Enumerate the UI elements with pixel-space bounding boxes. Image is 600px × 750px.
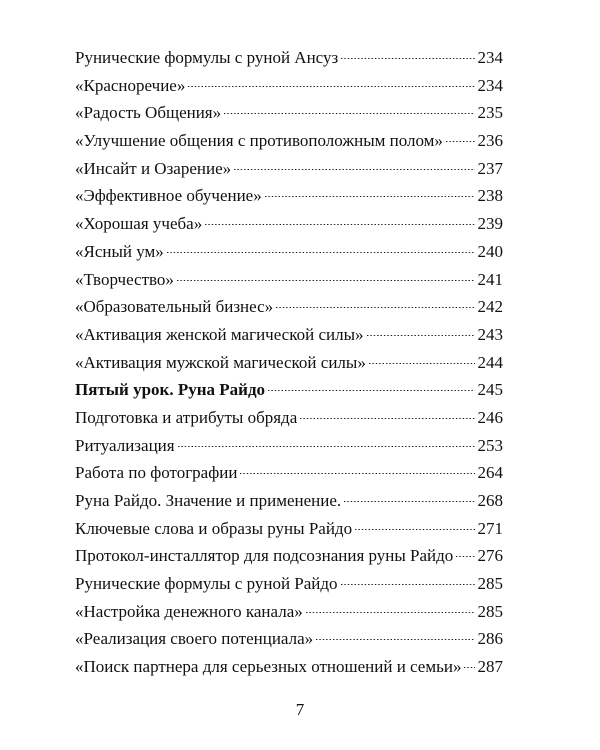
toc-entry-title: Подготовка и атрибуты обряда xyxy=(75,407,298,427)
dot-leader xyxy=(368,363,475,364)
toc-entry-title: Рунические формулы с руной Ансуз xyxy=(75,48,339,67)
dot-leader xyxy=(455,556,474,557)
dot-leader xyxy=(299,418,474,419)
toc-entry-page: 244 xyxy=(477,352,503,372)
toc-entry-page: 286 xyxy=(477,629,503,649)
dot-leader xyxy=(445,141,475,142)
dot-leader xyxy=(343,501,474,502)
toc-entry-title: Протокол-инсталлятор для подсознания руны Райдо xyxy=(75,546,454,566)
toc-entry-title: «Реализация своего потенциала» xyxy=(75,629,314,649)
toc-entry[interactable] xyxy=(75,653,503,681)
dot-leader xyxy=(267,390,474,391)
toc-entry-title: «Ясный ум» xyxy=(75,241,164,261)
toc-section-heading[interactable] xyxy=(75,376,503,404)
toc-entry-page: 268 xyxy=(477,491,503,510)
toc-entry-page: 239 xyxy=(477,214,503,234)
dot-leader xyxy=(315,639,474,640)
toc-entry[interactable] xyxy=(75,293,503,321)
toc-entry-page: 276 xyxy=(477,546,503,566)
toc-entry-page: 240 xyxy=(477,241,503,261)
toc-entry[interactable] xyxy=(75,459,503,487)
toc-entry-page: 253 xyxy=(477,435,503,455)
toc-entry-page: 271 xyxy=(477,518,503,538)
toc-entry-page: 236 xyxy=(477,131,503,151)
toc-entry-page: 285 xyxy=(477,601,503,621)
toc-entry-title: «Хорошая учеба» xyxy=(75,214,203,234)
toc-entry-title: «Настройка денежного канала» xyxy=(75,601,303,621)
toc-entry-page: 245 xyxy=(477,380,503,400)
toc-entry[interactable] xyxy=(75,321,503,349)
toc-entry[interactable] xyxy=(75,404,503,432)
toc-entry-page: 234 xyxy=(477,48,503,67)
toc-entry[interactable] xyxy=(75,432,503,460)
toc-entry-title: Пятый урок. Руна Райдо xyxy=(75,380,266,400)
dot-leader xyxy=(176,280,475,281)
toc-entry[interactable] xyxy=(75,570,503,598)
toc-entry[interactable] xyxy=(75,598,503,626)
toc-entry[interactable] xyxy=(75,99,503,127)
toc-entry-title: «Инсайт и Озарение» xyxy=(75,158,232,178)
toc-entry[interactable] xyxy=(75,238,503,266)
toc-entry-title: «Творчество» xyxy=(75,269,174,289)
toc-entry-page: 246 xyxy=(477,407,503,427)
toc-entry-page: 264 xyxy=(477,463,503,483)
toc-entry-page: 241 xyxy=(477,269,503,289)
toc-entry-title: Ключевые слова и образы руны Райдо xyxy=(75,518,353,538)
toc-entry-title: Рунические формулы с руной Райдо xyxy=(75,574,338,594)
toc-entry-page: 238 xyxy=(477,186,503,206)
toc-entry-title: Руна Райдо. Значение и применение. xyxy=(75,491,342,510)
toc-entry-title: «Поиск партнера для серьезных отношений и семьи» xyxy=(75,657,462,677)
toc-entry-page: 287 xyxy=(477,657,503,677)
toc-entry[interactable] xyxy=(75,515,503,543)
dot-leader xyxy=(305,612,475,613)
toc-entry-title: «Красноречие» xyxy=(75,75,186,95)
toc-entry-title: «Улучшение общения с противоположным полом» xyxy=(75,131,443,151)
toc-entry-page: 237 xyxy=(477,158,503,178)
dot-leader xyxy=(233,169,474,170)
toc-entry[interactable] xyxy=(75,44,503,72)
toc-entry[interactable] xyxy=(75,266,503,294)
dot-leader xyxy=(264,196,475,197)
toc-entry-title: «Активация мужской магической силы» xyxy=(75,352,366,372)
toc-entry[interactable] xyxy=(75,182,503,210)
dot-leader xyxy=(204,224,474,225)
toc-entry[interactable] xyxy=(75,542,503,570)
dot-leader xyxy=(354,529,474,530)
toc-entry-title: «Активация женской магической силы» xyxy=(75,324,364,344)
toc-entry[interactable] xyxy=(75,127,503,155)
toc-entry[interactable] xyxy=(75,72,503,100)
dot-leader xyxy=(366,335,475,336)
toc-entry-title: Работа по фотографии xyxy=(75,463,238,483)
dot-leader xyxy=(187,86,474,87)
toc-entry-page: 235 xyxy=(477,103,503,123)
dot-leader xyxy=(177,446,475,447)
table-of-contents xyxy=(75,44,503,681)
dot-leader xyxy=(239,473,474,474)
page-number: 7 xyxy=(295,700,305,719)
toc-entry-title: «Эффективное обучение» xyxy=(75,186,262,206)
dot-leader xyxy=(275,307,474,308)
toc-entry-page: 243 xyxy=(477,324,503,344)
toc-entry[interactable] xyxy=(75,155,503,183)
toc-entry-title: Ритуализация xyxy=(75,435,175,455)
dot-leader xyxy=(463,667,474,668)
toc-entry-title: «Образовательный бизнес» xyxy=(75,297,274,317)
dot-leader xyxy=(340,584,475,585)
toc-entry-page: 234 xyxy=(477,75,503,95)
dot-leader xyxy=(340,58,474,59)
dot-leader xyxy=(166,252,475,253)
toc-entry-page: 242 xyxy=(477,297,503,317)
toc-entry-title: «Радость Общения» xyxy=(75,103,222,123)
dot-leader xyxy=(223,113,474,114)
toc-entry[interactable] xyxy=(75,349,503,377)
toc-entry[interactable] xyxy=(75,487,503,515)
toc-entry-page: 285 xyxy=(477,574,503,594)
toc-entry[interactable] xyxy=(75,210,503,238)
toc-entry[interactable] xyxy=(75,625,503,653)
